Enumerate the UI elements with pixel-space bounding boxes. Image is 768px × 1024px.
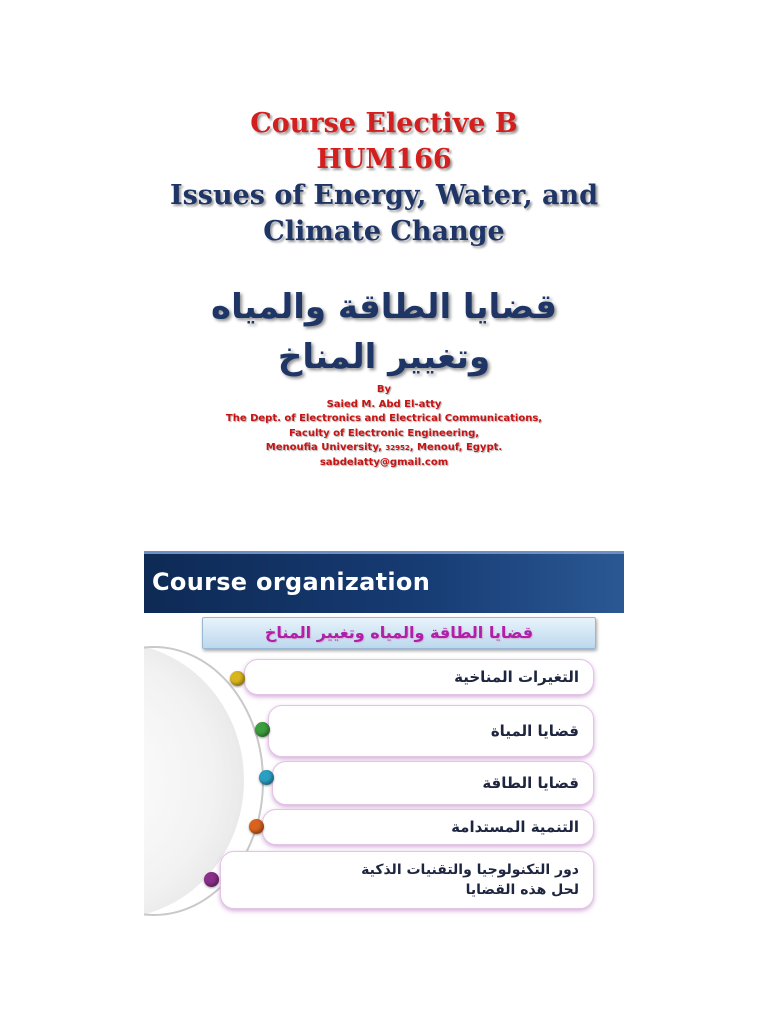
slide-banner: [144, 551, 624, 613]
bullet-dot-icon: [259, 770, 274, 785]
arabic-course-title: [0, 282, 768, 382]
bullet-dot-icon: [230, 671, 245, 686]
topic-label: قضايا الطاقة: [482, 774, 579, 792]
author-dept: The Dept. of Electronics and Electrical Communications,: [225, 413, 543, 424]
course-title-line1: Course Elective B: [250, 108, 518, 139]
bullet-dot-icon: [249, 819, 264, 834]
topic-label: قضايا المياة: [490, 722, 579, 740]
arabic-title-line2: وتغيير المناخ: [277, 337, 491, 377]
course-organization-slide: [144, 551, 624, 921]
university-location: , Menouf, Egypt.: [409, 442, 503, 453]
course-title-block: [0, 106, 768, 250]
bullet-dot-icon: [255, 722, 270, 737]
course-code: HUM166: [316, 144, 452, 175]
banner-title: Course organization: [152, 568, 431, 596]
author-email: sabdelatty@gmail.com: [319, 456, 449, 468]
topic-label: التنمية المستدامة: [451, 818, 579, 836]
university-name: Menoufia University,: [265, 442, 382, 453]
author-info: [0, 383, 768, 470]
topic-item-water-issues: [268, 705, 594, 757]
author-university: [0, 441, 768, 456]
topic-label-line1: دور التكنولوجيا والتقنيات الذكية: [361, 862, 579, 878]
topic-label-line2: لحل هذه القضايا: [465, 882, 579, 898]
organization-title: قضايا الطاقة والمياه وتغيير المناخ: [202, 617, 596, 649]
topic-item-technology-role: [220, 851, 594, 909]
topic-label: التغيرات المناخية: [454, 668, 579, 686]
bullet-dot-icon: [204, 872, 219, 887]
course-title-line3: Issues of Energy, Water, and: [169, 180, 599, 211]
postal-code: 32952: [385, 444, 410, 452]
arabic-title-line1: قضايا الطاقة والمياه: [211, 287, 557, 327]
topic-item-energy-issues: [272, 761, 594, 805]
author-faculty: Faculty of Electronic Engineering,: [288, 427, 480, 439]
topic-item-climate-change: [244, 659, 594, 695]
author-by: By: [376, 384, 392, 395]
author-name: Saied M. Abd El-atty: [326, 398, 442, 410]
course-title-line4: Climate Change: [263, 216, 505, 247]
topic-item-sustainable-development: [262, 809, 594, 845]
